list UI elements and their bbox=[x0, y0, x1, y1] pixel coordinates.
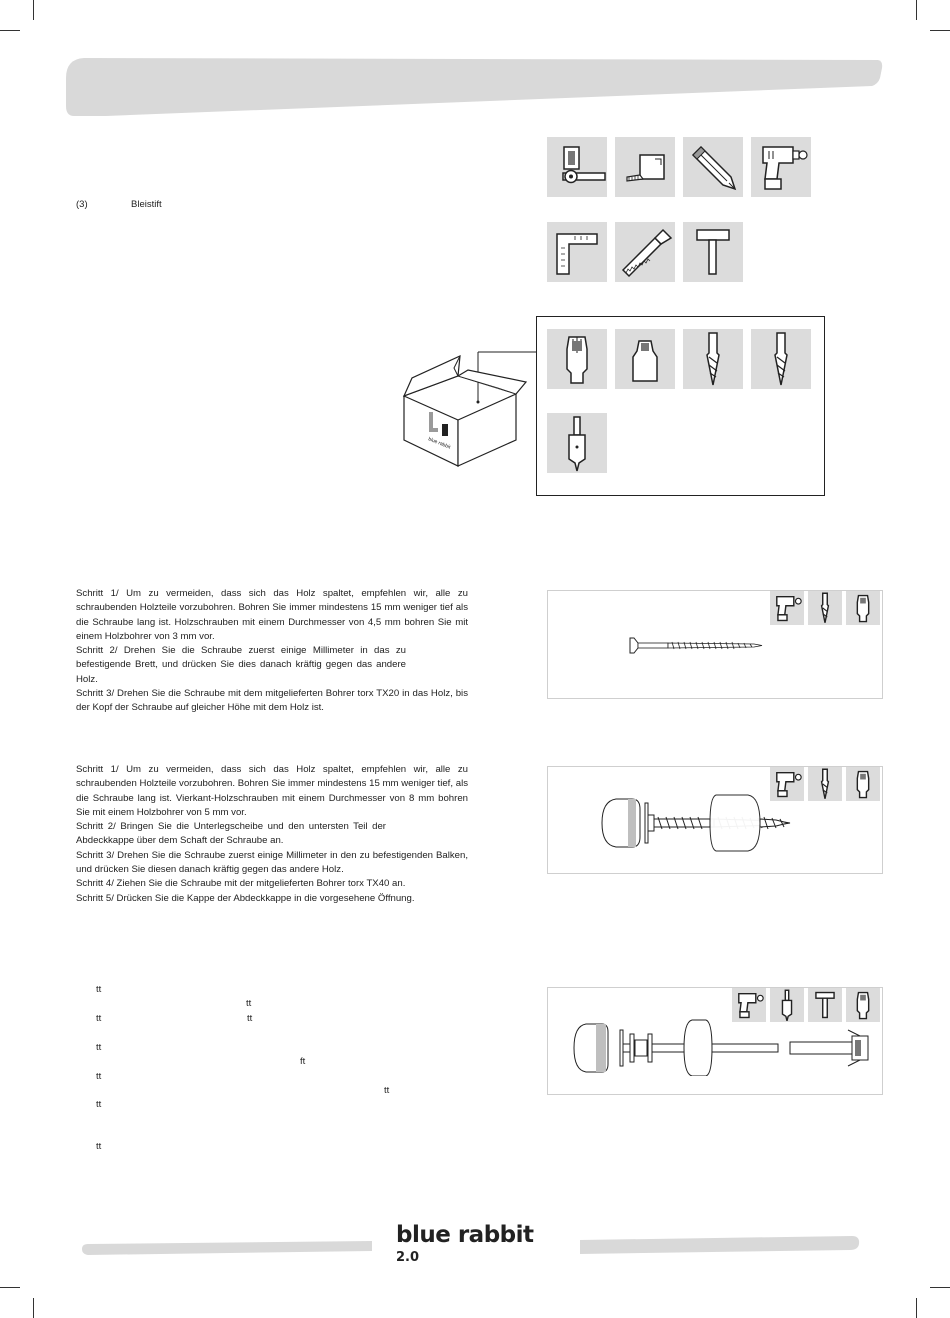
crop-mark bbox=[916, 0, 917, 20]
fragment-text: tt bbox=[96, 1013, 102, 1024]
lag-screw-diagram bbox=[547, 766, 883, 874]
socket-wrench-tile bbox=[547, 137, 607, 197]
spade-bit-icon bbox=[547, 413, 607, 473]
brand-version: 2.0 bbox=[396, 1250, 420, 1265]
bolt-assembly-diagram bbox=[547, 987, 883, 1095]
brand-name: blue rabbit bbox=[396, 1222, 534, 1248]
step-b-4: Schritt 4/ Ziehen Sie die Schraube mit der mitgelieferten Bohrer torx TX40 an. bbox=[76, 878, 406, 890]
fragment-text: tt bbox=[384, 1085, 390, 1096]
drill-bit-icon bbox=[808, 767, 842, 801]
power-drill-icon bbox=[770, 591, 804, 625]
torx-bit-tile bbox=[547, 329, 607, 389]
crop-mark bbox=[33, 1298, 34, 1318]
drill-bit-icon bbox=[683, 329, 743, 389]
fragment-text: tt bbox=[247, 1013, 253, 1024]
square-ruler-icon bbox=[547, 222, 607, 282]
crop-mark bbox=[916, 1298, 917, 1318]
step-a-3: Schritt 3/ Drehen Sie die Schraube mit dem mitgelieferten Bohrer torx TX20 in das Holz, bis der Kopf der Schraube auf gleicher Höhe mit dem Holz ist. bbox=[76, 688, 468, 714]
hand-saw-tile bbox=[615, 222, 675, 282]
fragment-text: tt bbox=[96, 1141, 102, 1152]
tool-name: Bleistift bbox=[131, 199, 162, 210]
crop-mark bbox=[33, 0, 34, 20]
drill-bit-tile bbox=[751, 329, 811, 389]
pencil-tile bbox=[683, 137, 743, 197]
drill-bit-tile bbox=[808, 767, 842, 801]
footer-bar-left bbox=[82, 1241, 372, 1255]
bolt-assembly-icon bbox=[572, 1016, 872, 1076]
crop-mark bbox=[930, 1287, 950, 1288]
footer-bar-right bbox=[580, 1236, 860, 1254]
drill-bit-icon bbox=[808, 591, 842, 625]
drill-bit-icon bbox=[751, 329, 811, 389]
included-items-box bbox=[398, 316, 538, 468]
hand-saw-icon bbox=[615, 222, 675, 282]
torx-bit-tile bbox=[846, 591, 880, 625]
drill-tile bbox=[770, 591, 804, 625]
step-a-1: Schritt 1/ Um zu vermeiden, dass sich das Holz spaltet, empfehlen wir, alle zu schraubenden Holzteile vorzubohren. Bohren Sie immer mindestens 15 mm weniger tief als die Schraube lang ist. Holzschrauben mit einem Durchmesser von 4,5 mm bohren Sie mit einem Holzbohrer von 3 mm vor. bbox=[76, 588, 468, 642]
hammer-icon bbox=[683, 222, 743, 282]
step-b-2: Schritt 2/ Bringen Sie die Unterlegscheibe und den untersten Teil der Abdeckkappe über dem Schaft der Schraube an. bbox=[76, 821, 386, 847]
drill-bit-tile bbox=[683, 329, 743, 389]
lag-screw-assembly-icon bbox=[598, 789, 798, 855]
step-b-1: Schritt 1/ Um zu vermeiden, dass sich das Holz spaltet, empfehlen wir, alle zu schraubenden Holzteile vorzubohren. Bohren Sie immer mindestens 15 mm weniger tief, als die Schraube lang ist. Vierkant-Holzschrauben mit einem Durchmesser von 8 mm bohren Sie mit einem Holzbohrer von 5 mm vor. bbox=[76, 764, 468, 818]
crop-mark bbox=[930, 30, 950, 31]
spade-bit-tile bbox=[547, 413, 607, 473]
crop-mark bbox=[0, 1287, 20, 1288]
steps-b bbox=[76, 763, 468, 906]
tool-number: (3) bbox=[76, 199, 88, 210]
fragment-text: ft bbox=[300, 1056, 306, 1067]
torx-bit-tile bbox=[846, 767, 880, 801]
step-a-2: Schritt 2/ Drehen Sie die Schraube zuerst einige Millimeter in das zu befestigende Brett, und drücken Sie dies danach kräftig gegen das andere Holz. bbox=[76, 645, 406, 685]
torx-bit-icon bbox=[846, 591, 880, 625]
power-drill-icon bbox=[751, 137, 811, 197]
fragment-text: tt bbox=[96, 1099, 102, 1110]
steps-a bbox=[76, 587, 468, 716]
fragment-text: tt bbox=[96, 1042, 102, 1053]
drill-bit-tile bbox=[808, 591, 842, 625]
wood-screw-diagram bbox=[547, 590, 883, 699]
tape-measure-tile bbox=[615, 137, 675, 197]
torx-bit-icon bbox=[615, 329, 675, 389]
torx-bit-tile bbox=[615, 329, 675, 389]
socket-wrench-icon bbox=[547, 137, 607, 197]
tape-measure-icon bbox=[615, 137, 675, 197]
box-logo: blue rabbit bbox=[427, 436, 452, 451]
wood-screw-icon bbox=[626, 635, 766, 655]
fragment-text: tt bbox=[96, 1071, 102, 1082]
brand-logo bbox=[396, 1222, 556, 1265]
step-b-3: Schritt 3/ Drehen Sie die Schraube zuerst einige Millimeter in den zu befestigenden Balken, und drücken Sie diesen danach kräftig gegen das andere Holz. bbox=[76, 849, 468, 876]
pencil-icon bbox=[683, 137, 743, 197]
torx-bit-icon bbox=[547, 329, 607, 389]
hammer-tile bbox=[683, 222, 743, 282]
square-ruler-tile bbox=[547, 222, 607, 282]
header-banner bbox=[66, 56, 883, 116]
fragment-text: tt bbox=[96, 984, 102, 995]
power-drill-tile bbox=[751, 137, 811, 197]
crop-mark bbox=[0, 30, 20, 31]
step-b-5: Schritt 5/ Drücken Sie die Kappe der Abdeckkappe in die vorgesehene Öffnung. bbox=[76, 892, 415, 904]
fragment-text: tt bbox=[246, 998, 252, 1009]
torx-bit-icon bbox=[846, 767, 880, 801]
